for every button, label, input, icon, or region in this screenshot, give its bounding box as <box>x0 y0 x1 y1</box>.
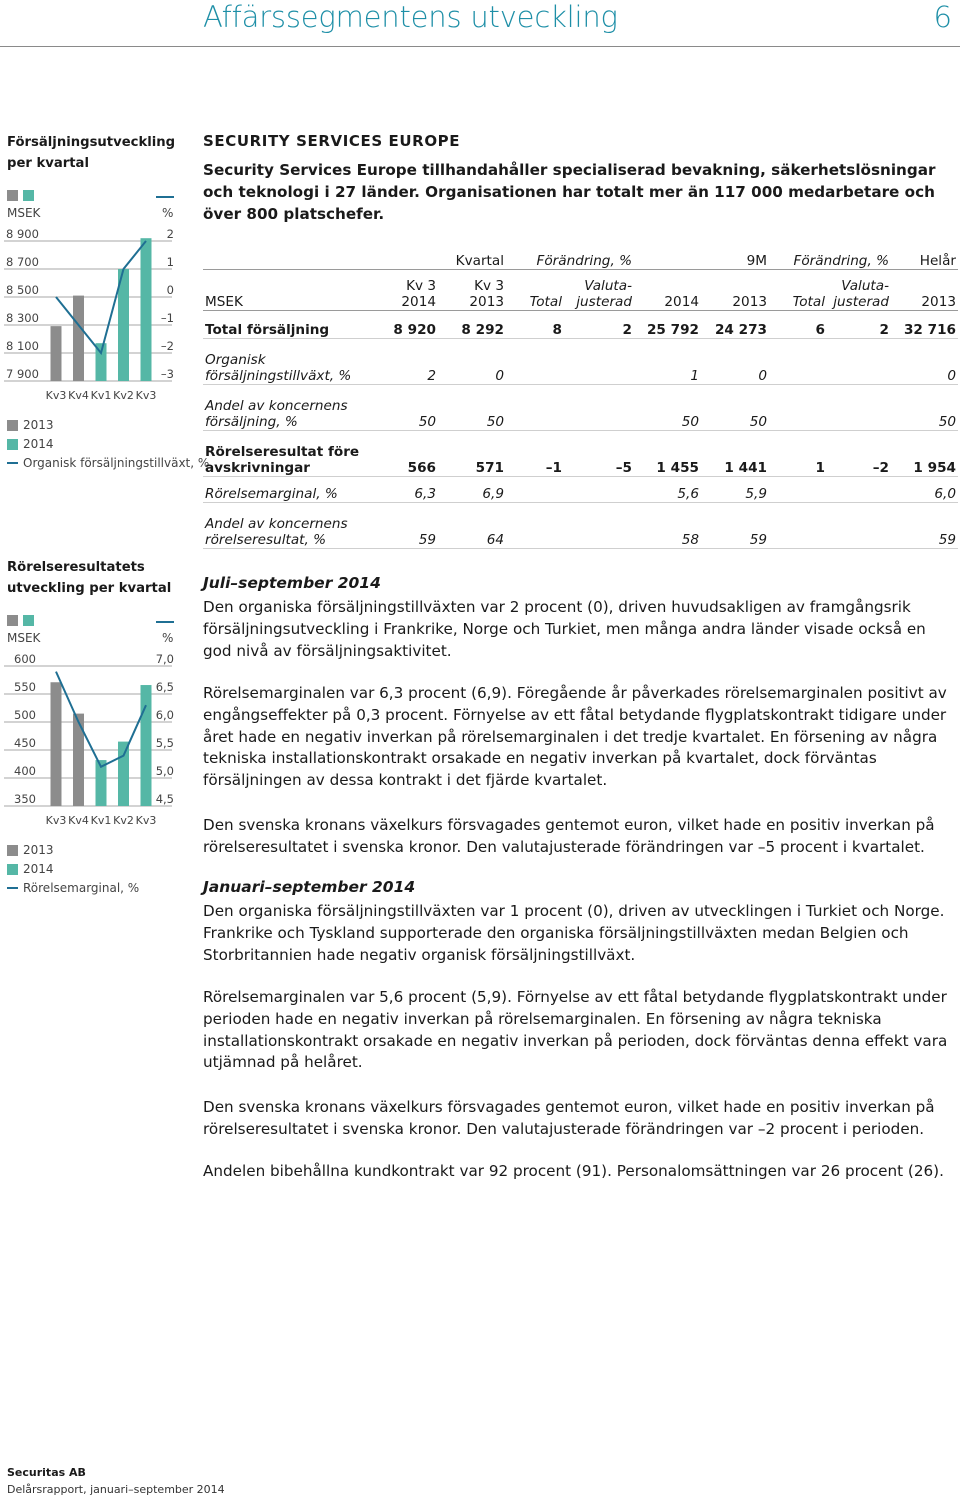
table-cell <box>827 385 891 431</box>
chart1-right-unit: % <box>162 206 174 220</box>
bar <box>51 682 62 806</box>
table-cell: 6,9 <box>438 477 506 503</box>
table-cell: 50 <box>634 385 701 431</box>
legend-2014-label: 2014 <box>23 862 54 876</box>
legend-line-label: Organisk försäljningstillväxt, % <box>23 456 210 470</box>
table-cell <box>827 339 891 385</box>
y-tick-label: 8 700 <box>6 255 39 269</box>
bar <box>51 326 62 381</box>
table-cell <box>769 477 827 503</box>
chart2-title-line2: utveckling per kvartal <box>7 581 172 596</box>
y2-tick-label: –1 <box>160 311 174 325</box>
legend-2013-label: 2013 <box>23 843 54 857</box>
group-header-9m: 9M <box>634 244 769 270</box>
table-cell: 59 <box>891 503 958 549</box>
segment-heading: SECURITY SERVICES EUROPE <box>203 132 461 150</box>
table-cell: 1 <box>634 339 701 385</box>
legend-2013-swatch <box>7 845 18 856</box>
chart1-plot <box>0 212 200 412</box>
y2-tick-label: 6,5 <box>155 680 174 694</box>
row-label-line: avskrivningar <box>205 460 311 476</box>
table-cell <box>564 477 634 503</box>
y-tick-label: 550 <box>14 680 36 694</box>
y-tick-label: 400 <box>14 764 36 778</box>
table-cell: 8 <box>506 311 564 339</box>
y-tick-label: 600 <box>14 652 36 666</box>
x-tick-label: Kv3 <box>135 814 157 827</box>
table-row <box>203 503 958 549</box>
col-header-text: justerad <box>833 294 889 310</box>
row-label <box>203 385 383 431</box>
chart1-legend-line <box>7 456 209 470</box>
table-cell <box>769 385 827 431</box>
chart1-title-line2: per kvartal <box>7 156 89 171</box>
footer-report: Delårsrapport, januari–september 2014 <box>7 1483 225 1496</box>
table-cell: 1 954 <box>891 431 958 477</box>
table-cell <box>827 503 891 549</box>
series-line <box>56 672 146 767</box>
table-cell: 6,3 <box>383 477 438 503</box>
x-tick-label: Kv2 <box>113 814 134 827</box>
heading-9m: Januari–september 2014 <box>203 878 416 896</box>
col-header-2013: 2013 <box>701 270 769 311</box>
table-cell <box>564 385 634 431</box>
legend-line-swatch <box>7 462 18 464</box>
chart2-right-unit: % <box>162 631 174 645</box>
y2-tick-label: 5,0 <box>155 764 174 778</box>
table-cell: 59 <box>383 503 438 549</box>
col-header-text: Kv 3 <box>474 278 504 294</box>
table-cell: 0 <box>701 339 769 385</box>
row-label-line: Andel av koncernens <box>205 398 348 414</box>
col-header-text: Kv 3 <box>406 278 436 294</box>
segment-intro: Security Services Europe tillhandahåller specialiserad bevakning, säkerhetslösningar och teknologi i 27 länder. Organisationen har totalt mer än 117 000 medarbetare och över 800 platschefer. <box>203 161 936 223</box>
y-tick-label: 350 <box>14 792 36 806</box>
table-cell: 2 <box>564 311 634 339</box>
row-label: Total försäljning <box>203 311 383 339</box>
y2-tick-label: 6,0 <box>155 708 174 722</box>
col-header-kv3-2014 <box>383 270 438 311</box>
chart2-title <box>7 557 177 599</box>
table-cell: 32 716 <box>891 311 958 339</box>
table-cell: 1 <box>769 431 827 477</box>
legend-line-swatch <box>7 887 18 889</box>
table-cell: 2 <box>827 311 891 339</box>
paragraph: Rörelsemarginalen var 5,6 procent (5,9). Förnyelse av ett fåtal betydande flygplatskontrakt under perioden hade en negativ inverkan på rörelsemarginalen. En försening av några tekniska installationskontrakt orsakade en negativ inverkan på perioden, dock förväntas denna effekt vara utjämnad på helåret. <box>203 988 948 1072</box>
table-cell: 0 <box>438 339 506 385</box>
col-header-text: 2014 <box>401 294 436 310</box>
col-header-text: 2013 <box>469 294 504 310</box>
table-cell <box>827 477 891 503</box>
y-tick-label: 8 500 <box>6 283 39 297</box>
table-cell: 6 <box>769 311 827 339</box>
row-label-line: försäljning, % <box>205 414 298 430</box>
col-header-text: justerad <box>576 294 632 310</box>
table-cell: 24 273 <box>701 311 769 339</box>
y2-tick-label: 4,5 <box>155 792 174 806</box>
table-cell: –1 <box>506 431 564 477</box>
y-tick-label: 8 100 <box>6 339 39 353</box>
group-header-forandring-q: Förändring, % <box>506 244 634 270</box>
y-tick-label: 7 900 <box>6 367 39 381</box>
y-tick-label: 450 <box>14 736 36 750</box>
chart1-key-2013-square <box>7 190 18 201</box>
table-column-header-row <box>203 270 958 311</box>
footer-company: Securitas AB <box>7 1466 86 1479</box>
legend-2014-label: 2014 <box>23 437 54 451</box>
paragraph: Den svenska kronans växelkurs försvagades gentemot euron, vilket hade en positiv inverkan på rörelseresultatet i svenska kronor. Den valutajusterade förändringen var –2 procent i perioden. <box>203 1098 935 1138</box>
table-row <box>203 339 958 385</box>
chart1-title-line1: Försäljningsutveckling <box>7 135 176 150</box>
legend-line-label: Rörelsemarginal, % <box>23 881 140 895</box>
table-cell: 58 <box>634 503 701 549</box>
chart2-left-unit: MSEK <box>7 631 41 645</box>
table-row <box>203 311 958 339</box>
group-header-forandring-9m: Förändring, % <box>769 244 891 270</box>
header-divider <box>0 46 960 47</box>
y2-tick-label: 7,0 <box>155 652 174 666</box>
y2-tick-label: 1 <box>166 255 174 269</box>
chart2-legend-2014 <box>7 862 54 876</box>
chart2-legend-2013 <box>7 843 54 857</box>
y2-tick-label: –2 <box>160 339 174 353</box>
y2-tick-label: –3 <box>160 367 174 381</box>
chart1-key-line <box>156 196 174 198</box>
x-tick-label: Kv2 <box>113 389 134 402</box>
legend-2013-swatch <box>7 420 18 431</box>
row-label <box>203 339 383 385</box>
col-header-total-q: Total <box>506 270 564 311</box>
group-header-helar: Helår <box>891 244 958 270</box>
table-cell: 8 920 <box>383 311 438 339</box>
y-tick-label: 8 900 <box>6 227 39 241</box>
y2-tick-label: 2 <box>166 227 174 241</box>
x-tick-label: Kv3 <box>45 814 67 827</box>
bar <box>141 238 152 381</box>
legend-2014-swatch <box>7 439 18 450</box>
row-label-line: Organisk <box>205 352 266 368</box>
col-header-msek: MSEK <box>203 270 383 311</box>
row-label-line: rörelseresultat, % <box>205 532 327 548</box>
page-title: Affärssegmentens utveckling <box>203 0 618 34</box>
table-cell <box>769 339 827 385</box>
table-cell: 25 792 <box>634 311 701 339</box>
table-row <box>203 477 958 503</box>
legend-2013-label: 2013 <box>23 418 54 432</box>
x-tick-label: Kv4 <box>68 389 89 402</box>
table-cell <box>769 503 827 549</box>
table-cell <box>506 339 564 385</box>
table-cell <box>506 477 564 503</box>
table-cell: 2 <box>383 339 438 385</box>
legend-2014-swatch <box>7 864 18 875</box>
table-cell: –2 <box>827 431 891 477</box>
y2-tick-label: 5,5 <box>155 736 174 750</box>
chart2-plot <box>0 645 200 835</box>
chart1-legend-2014 <box>7 437 54 451</box>
col-header-text: Valuta- <box>841 278 889 294</box>
table-cell: 50 <box>383 385 438 431</box>
row-label <box>203 503 383 549</box>
row-label-line: försäljningstillväxt, % <box>205 368 352 384</box>
chart2-key-2014-square <box>23 615 34 626</box>
table-cell: 64 <box>438 503 506 549</box>
col-header-kv3-2013 <box>438 270 506 311</box>
table-cell <box>564 503 634 549</box>
x-tick-label: Kv1 <box>90 389 112 402</box>
chart2-legend-line <box>7 881 139 895</box>
table-cell <box>506 503 564 549</box>
chart2-key-2013-square <box>7 615 18 626</box>
col-header-total-9m: Total <box>769 270 827 311</box>
x-tick-label: Kv4 <box>68 814 89 827</box>
table-cell: 50 <box>891 385 958 431</box>
table-cell: 0 <box>891 339 958 385</box>
page-number: 6 <box>933 0 952 34</box>
chart2-title-line1: Rörelseresultatets <box>7 560 145 575</box>
row-label: Rörelsemarginal, % <box>203 477 383 503</box>
chart1-left-unit: MSEK <box>7 206 41 220</box>
bar <box>141 685 152 806</box>
col-header-valuta-9m <box>827 270 891 311</box>
bar <box>118 742 129 806</box>
table-group-header-row <box>203 244 958 270</box>
table-row <box>203 431 958 477</box>
y-tick-label: 8 300 <box>6 311 39 325</box>
x-tick-label: Kv3 <box>45 389 67 402</box>
table-cell: 6,0 <box>891 477 958 503</box>
table-cell <box>564 339 634 385</box>
paragraph: Den organiska försäljningstillväxten var 2 procent (0), driven huvudsakligen av framgångsrik försäljningsutveckling i Frankrike, Norge och Turkiet, men många andra länder visade också en god nivå av försäljningsaktivitet. <box>203 598 926 660</box>
col-header-2014: 2014 <box>634 270 701 311</box>
table-cell: 59 <box>701 503 769 549</box>
paragraph: Den organiska försäljningstillväxten var 1 procent (0), driven av utvecklingen i Turkiet och Norge. Frankrike och Tyskland supporterade den organiska försäljningstillväxten medan Belgien och Storbritannien hade negativ organisk försäljningstillväxt. <box>203 902 945 964</box>
chart1-legend-2013 <box>7 418 54 432</box>
col-header-valuta-q <box>564 270 634 311</box>
x-tick-label: Kv3 <box>135 389 157 402</box>
table-cell <box>506 385 564 431</box>
x-tick-label: Kv1 <box>90 814 112 827</box>
table-cell: 571 <box>438 431 506 477</box>
row-label-line: Rörelseresultat före <box>205 444 360 460</box>
chart1-key-2014-square <box>23 190 34 201</box>
paragraph: Den svenska kronans växelkurs försvagades gentemot euron, vilket hade en positiv inverkan på rörelseresultatet i svenska kronor. Den valutajusterade förändringen var –5 procent i kvartalet. <box>203 816 935 856</box>
paragraph: Andelen bibehållna kundkontrakt var 92 procent (91). Personalomsättningen var 26 procent (26). <box>203 1162 944 1180</box>
col-header-text: Valuta- <box>584 278 632 294</box>
table-cell: 50 <box>438 385 506 431</box>
row-label-line: Andel av koncernens <box>205 516 348 532</box>
financial-table <box>203 244 958 549</box>
table-cell: 50 <box>701 385 769 431</box>
table-cell: 566 <box>383 431 438 477</box>
table-cell: –5 <box>564 431 634 477</box>
table-cell: 5,6 <box>634 477 701 503</box>
y-tick-label: 500 <box>14 708 36 722</box>
table-cell: 1 441 <box>701 431 769 477</box>
table-cell: 5,9 <box>701 477 769 503</box>
table-cell: 8 292 <box>438 311 506 339</box>
bar <box>73 296 84 381</box>
row-label <box>203 431 383 477</box>
chart1-title <box>7 132 177 174</box>
group-header-kvartal: Kvartal <box>383 244 506 270</box>
table-cell: 1 455 <box>634 431 701 477</box>
col-header-helar-2013: 2013 <box>891 270 958 311</box>
chart2-key-line <box>156 621 174 623</box>
table-row <box>203 385 958 431</box>
paragraph: Rörelsemarginalen var 6,3 procent (6,9). Föregående år påverkades rörelsemarginalen positivt av engångseffekter på 0,3 procent. Förnyelse av ett fåtal betydande flygplatskontrakt tidigare under året hade en negativ inverkan på rörelsemarginalen i det tredje kvartalet. En försening av några tekniska installationskontrakt orsakade en negativ inverkan på kvartalet, dock förväntas försäljningen av dessa kontrakt i det fjärde kvartalet. <box>203 684 947 790</box>
y2-tick-label: 0 <box>166 283 174 297</box>
heading-q3: Juli–september 2014 <box>203 574 381 592</box>
